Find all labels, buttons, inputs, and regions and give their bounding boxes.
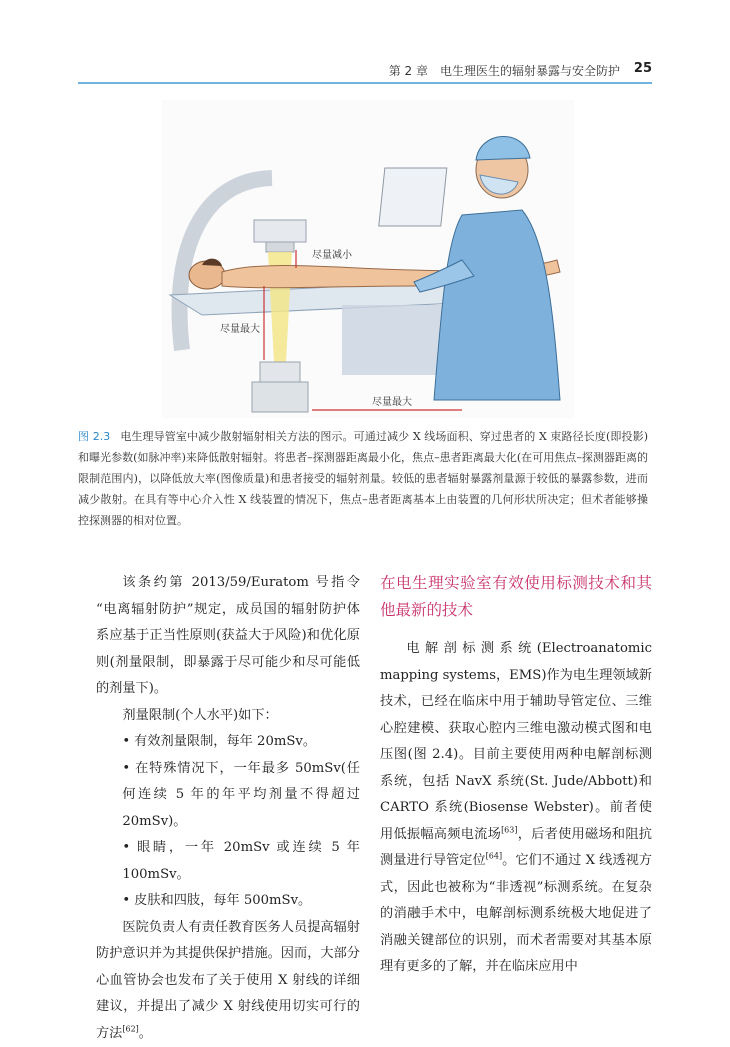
list-item: • 皮肤和四肢，每年 500mSv。 [96,888,360,915]
section-heading: 在电生理实验室有效使用标测技术和其他最新的技术 [380,570,652,624]
list-item: • 眼睛，一年 20mSv 或连续 5 年 100mSv。 [96,835,360,888]
bullet-icon: • [122,734,130,749]
chapter-title: 第 2 章 电生理医生的辐射暴露与安全防护 [389,62,620,79]
illustration-svg [162,100,574,418]
citation-ref[interactable]: [63] [501,825,517,834]
right-column [380,570,652,981]
left-column [96,570,360,1047]
detector [254,220,306,242]
page-number: 25 [634,61,652,76]
monitor [379,168,447,226]
header-rule [78,82,652,84]
bullet-icon: • [122,761,130,776]
directive-paragraph: 该条约第 2013/59/Euratom 号指令 “电离辐射防护”规定，成员国的辐射防护体系应基于正当性原则(获益大于风险)和优化原则(剂量限制，即暴露于尽可能少和尽可能低的剂量下)。 [96,570,360,703]
dose-heading: 剂量限制(个人水平)如下： [96,703,360,730]
caption-label: 图 2.3 [78,430,110,443]
ems-paragraph: 电解剖标测系统(Electroanatomic mapping systems，EMS)作为电生理领域新技术，已经在临床中用于辅助导管定位、三维心腔建模、获取心腔内三维电激动模式图和电压图(图 2.4)。目前主要使用两种电解剖标测系统，包括 NavX 系统(St. Jude/Abbott)和 CARTO 系统(Biosense Webster)。前者使用低振幅高频电流场[63]，后者使用磁场和阻抗测量进行导管定位[64]。它们不通过 X 线透视方式，因此也被称为“非透视”标测系统。在复杂的消融手术中，电解剖标测系统极大地促进了消融关键部位的识别，而术者需要对其基本原理有更多的了解，并在临床应用中 [380,636,652,981]
citation-ref[interactable]: [62] [122,1024,138,1033]
running-header [78,60,652,82]
list-item: • 在特殊情况下，一年最多 50mSv(任何连续 5 年的年平均剂量不得超过20mSv)。 [96,756,360,836]
label-maximize-left: 尽量最大 [220,322,260,335]
citation-ref[interactable]: [64] [486,852,502,861]
figure-illustration [162,100,574,418]
bullet-icon: • [122,893,130,908]
caption-text: 电生理导管室中减少散射辐射相关方法的图示。可通过减少 X 线场面积、穿过患者的 X 束路径长度(即投影)和曝光参数(如脉冲率)来降低散射辐射。将患者–探测器距离最小化，焦点–患者距离最大化(在可用焦点–探测器距离的限制范围内)，以降低放大率(图像质量)和患者接受的辐射剂量。较低的患者辐射暴露剂量源于较低的暴露参数，进而减少散射。在具有等中心介入性 X 线装置的情况下，焦点–患者距离基本上由装置的几何形状所决定；但术者能够操控探测器的相对位置。 [78,430,648,527]
label-minimize: 尽量减小 [312,248,353,261]
list-item: • 有效剂量限制，每年 20mSv。 [96,729,360,756]
bullet-icon: • [122,840,130,855]
xray-tube [252,382,308,412]
closing-paragraph: 医院负责人有责任教育医务人员提高辐射防护意识并为其提供保护措施。因而，大部分心血管协会也发布了关于使用 X 射线的详细建议，并提出了减少 X 射线使用切实可行的方法[62]。 [96,915,360,1047]
figure-caption [78,426,648,531]
label-maximize-bottom: 尽量最大 [372,395,412,408]
